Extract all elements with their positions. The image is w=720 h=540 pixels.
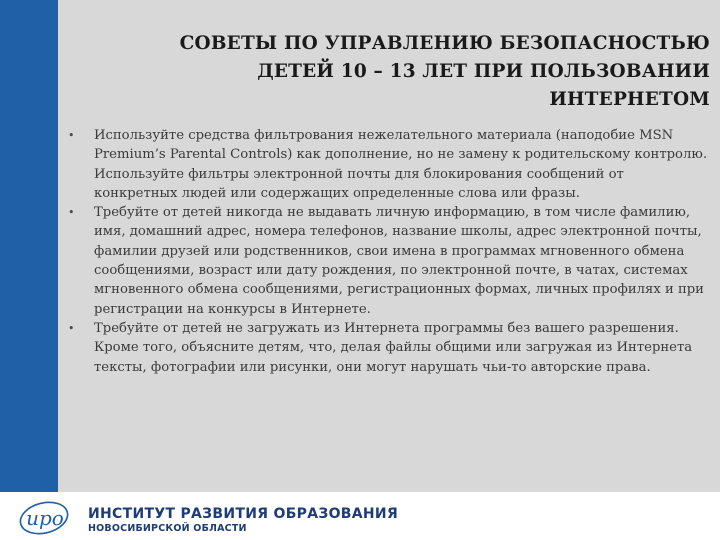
bullet-item bbox=[58, 319, 708, 377]
bullet-text: Используйте средства фильтрования нежелательного материала (наподобие MSN Premium’s Parental Controls) как дополнение, но не замену к родительскому контролю. Используйте фильтры электронной почты для блокирования сообщений от конкретных людей или содержащих определенные слова или фразы. bbox=[94, 128, 708, 201]
title-line-1: СОВЕТЫ ПО УПРАВЛЕНИЮ БЕЗОПАСНОСТЬЮ bbox=[179, 33, 710, 54]
org-name: ИНСТИТУТ РАЗВИТИЯ ОБРАЗОВАНИЯ bbox=[88, 506, 399, 522]
bullet-item bbox=[58, 126, 708, 203]
bullet-marker: • bbox=[68, 129, 75, 142]
logo-letters: ирo bbox=[26, 506, 64, 530]
left-accent-band bbox=[0, 0, 58, 540]
bullet-text: Требуйте от детей никогда не выдавать личную информацию, в том числе фамилию, имя, домашний адрес, номера телефонов, название школы, адрес электронной почты, фамилии друзей или родственников, свои имена в программах мгновенного обмена сообщениями, возраст или дату рождения, по электронной почте, в чатах, системах мгновенного обмена сообщениями, регистрационных формах, личных профилях и при регистрации на конкурсы в Интернете. bbox=[94, 205, 704, 317]
title-line-3: ИНТЕРНЕТОМ bbox=[549, 89, 710, 110]
bullet-marker: • bbox=[68, 206, 75, 220]
bullet-marker: • bbox=[68, 321, 75, 335]
institute-logo-icon bbox=[18, 500, 74, 536]
org-region: НОВОСИБИРСКОЙ ОБЛАСТИ bbox=[88, 523, 247, 534]
bullet-text: Требуйте от детей не загружать из Интернета программы без вашего разрешения. Кроме того, объясните детям, что, делая файлы общими или загружая из Интернета тексты, фотографии или рисунки, они могут нарушать чьи-то авторские права. bbox=[94, 320, 693, 375]
bullet-list bbox=[58, 126, 708, 377]
slide-title bbox=[80, 30, 710, 114]
title-line-2: ДЕТЕЙ 10 – 13 ЛЕТ ПРИ ПОЛЬЗОВАНИИ bbox=[257, 61, 710, 82]
bullet-item bbox=[58, 203, 708, 319]
